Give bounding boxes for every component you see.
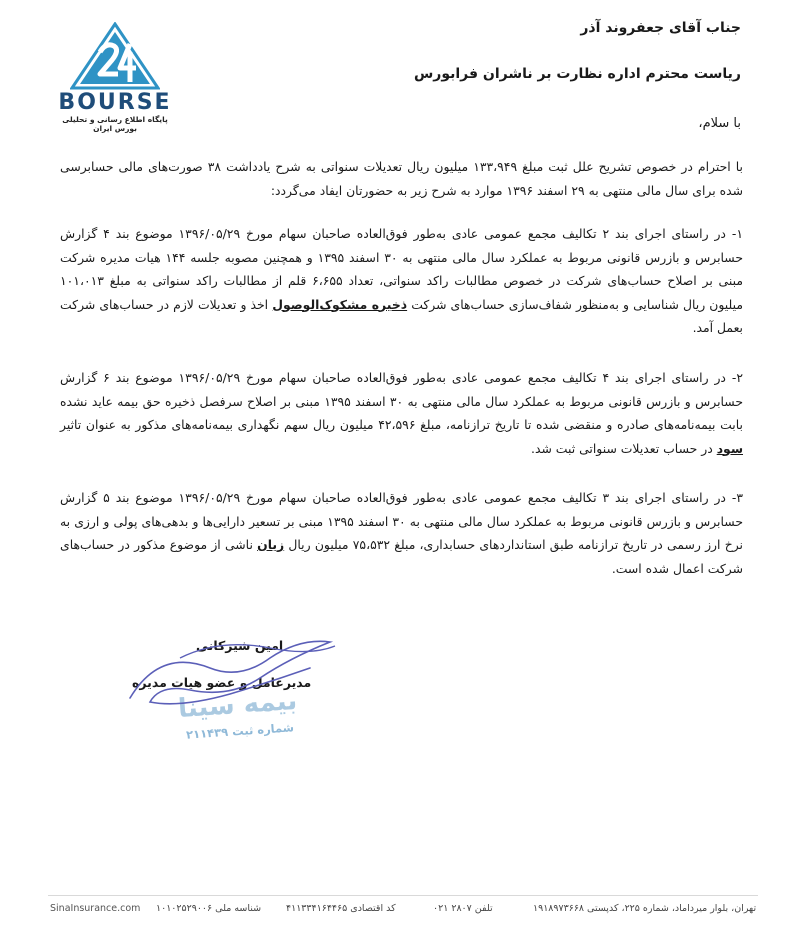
footer-economic-code: کد اقتصادی ۴۱۱۳۳۴۱۶۴۴۶۵ — [286, 903, 396, 914]
item-1-emphasis: ذخیره مشکوک‌الوصول — [272, 296, 408, 312]
stamp-registration-number: شماره ثبت ۲۱۱۴۳۹ — [185, 720, 295, 742]
footer-national-id: شناسه ملی ۱۰۱۰۲۵۲۹۰۰۶ — [156, 903, 262, 914]
footer-divider — [48, 895, 758, 896]
footer-phone: تلفن ۲۸۰۷ ۰۲۱ — [433, 903, 493, 914]
item-2-emphasis: سود — [716, 440, 743, 456]
bourse-24-icon — [70, 22, 160, 92]
intro-paragraph: با احترام در خصوص تشریح علل ثبت مبلغ ۱۳۳،۹۴۹ میلیون ریال تعدیلات سنواتی به شرح یادداشت ۳۸ صورت‌های مالی حسابرسی شده برای سال مالی منتهی به ۲۹ اسفند ۱۳۹۶ موارد به شرح زیر به حضورتان ایفاد می‌گردد: — [60, 159, 743, 198]
addressee-title: ریاست محترم اداره نظارت بر ناشران فرابورس — [413, 66, 741, 82]
item-2-paragraph — [60, 366, 743, 460]
handwritten-signature — [120, 628, 350, 718]
footer-address: تهران، بلوار میرداماد، شماره ۲۲۵، کدپستی ۱۹۱۸۹۷۳۶۶۸ — [533, 903, 757, 914]
item-2-text: ۲- در راستای اجرای بند ۴ تکالیف مجمع عمومی عادی به‌طور فوق‌العاده صاحبان سهام مورخ ۱۳۹۶/۰۵/۲۹ موضوع بند ۶ گزارش حسابرس و بازرس قانونی مربوط به عملکرد سال مالی منتهی به ۳۰ اسفند ۱۳۹۵ مبنی بر اصلاح سرفصل ذخیره حق بیمه عاید نشده بابت بیمه‌نامه‌های صادره و منقضی شده تا تاریخ ترازنامه، مبلغ ۴۲،۵۹۶ میلیون ریال سهم نگهداری بیمه‌نامه‌های مذکور به عنوان تاثیر — [60, 370, 744, 432]
company-stamp: بیمه سینا — [177, 685, 299, 725]
bourse-logo — [52, 22, 182, 132]
logo-wordmark: BOURSE — [58, 90, 172, 115]
addressee-name: جناب آقای جعفروند آذر — [580, 20, 741, 36]
signer-title: مدیرعامل و عضو هیات مدیره — [132, 675, 312, 690]
item-3-text: ۳- در راستای اجرای بند ۳ تکالیف مجمع عمومی عادی به‌طور فوق‌العاده صاحبان سهام مورخ ۱۳۹۶/۰۵/۲۹ موضوع بند ۵ گزارش حسابرس و بازرس قانونی مربوط به عملکرد سال مالی منتهی به ۳۰ اسفند ۱۳۹۵ مبنی بر تسعیر دارایی‌ها و بدهی‌های پولی و ارزی به نرخ ارز رسمی در تاریخ ترازنامه طبق استانداردهای حسابداری، مبلغ ۷۵،۵۳۲ میلیون ریال — [60, 490, 743, 552]
item-1-paragraph — [60, 222, 743, 340]
item-3-text-end: ناشی از موضوع مذکور در حساب‌های شرکت اعمال شده است. — [60, 537, 743, 576]
item-3-emphasis: زیان — [257, 537, 285, 552]
item-3-paragraph — [60, 486, 743, 580]
footer-website[interactable]: SinaInsurance.com — [50, 903, 141, 914]
item-1-text-end: اخذ و تعدیلات لازم در حساب‌های شرکت بعمل آمد. — [60, 296, 743, 335]
item-1-text: ۱- در راستای اجرای بند ۲ تکالیف مجمع عمومی عادی به‌طور فوق‌العاده صاحبان سهام مورخ ۱۳۹۶/۰۵/۲۹ موضوع بند ۴ گزارش حسابرس و بازرس قانونی مربوط به عملکرد سال مالی منتهی به ۳۰ اسفند ۱۳۹۵ و همچنین مصوبه جلسه ۱۴۴ هیات مدیره شرکت مبنی بر اصلاح حساب‌های شرکت در خصوص مطالبات راکد سنواتی، تعداد ۶،۶۵۵ قلم از مطالبات راکد سنواتی به مبلغ ۱۰۱،۰۱۳ میلیون ریال شناسایی و به‌منظور شفاف‌سازی حساب‌های شرکت — [60, 226, 744, 312]
greeting: با سلام، — [698, 116, 741, 131]
item-2-text-end: در حساب تعدیلات سنواتی ثبت شد. — [531, 440, 713, 456]
logo-subtitle: پایگاه اطلاع رسانی و تحلیلی بورس ایران — [62, 115, 168, 133]
signer-name: امین شیرکانی — [196, 638, 284, 653]
